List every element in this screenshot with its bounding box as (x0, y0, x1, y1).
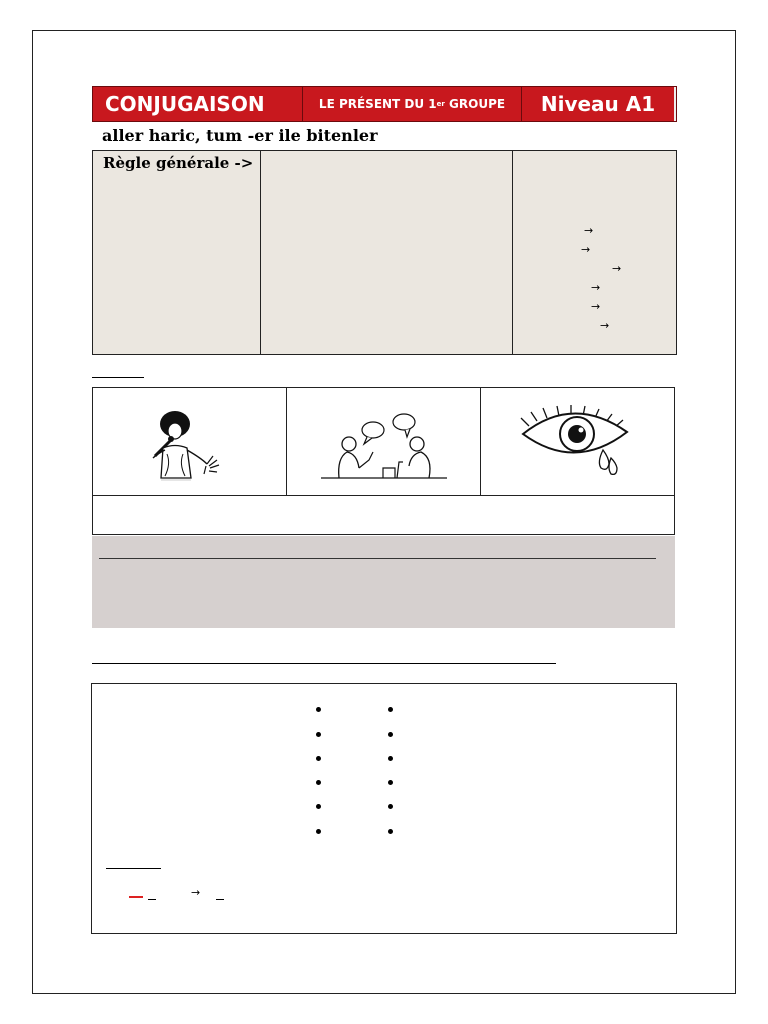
grey-answer-box[interactable] (92, 536, 675, 628)
arrow-icon: → (591, 281, 601, 294)
image-cell (481, 388, 675, 495)
conjugation-box (91, 683, 677, 934)
image-table (92, 387, 675, 535)
banner-level: Niveau A1 (522, 87, 676, 121)
banner-section: CONJUGAISON (93, 87, 303, 121)
arrow-icon: → (600, 319, 610, 332)
blank-line (106, 868, 161, 869)
talking-people-icon (287, 388, 481, 495)
bullet (316, 780, 321, 785)
blank-line (148, 899, 156, 900)
answer-row[interactable] (93, 495, 674, 536)
banner-topic (303, 87, 522, 121)
bullet (388, 780, 393, 785)
title-banner (92, 86, 677, 122)
rule-column-divider (512, 151, 513, 354)
image-cell (93, 388, 287, 495)
bullet (316, 756, 321, 761)
image-cell (287, 388, 481, 495)
arrow-icon: → (191, 886, 201, 899)
subtitle: aller haric, tum -er ile bitenler (102, 126, 378, 145)
arrow-icon: → (612, 262, 622, 275)
bullet (388, 707, 393, 712)
blank-line (92, 377, 144, 378)
arrow-icon: → (581, 243, 591, 256)
blank-line (216, 899, 224, 900)
bullet (388, 732, 393, 737)
bullet (388, 829, 393, 834)
red-dash (129, 896, 143, 898)
rule-label: Règle générale -> (103, 154, 254, 172)
blank-line (92, 663, 556, 664)
arrow-icon: → (584, 224, 594, 237)
arrow-icon: → (591, 300, 601, 313)
banner-topic-sup: er (436, 100, 445, 108)
bullet (388, 756, 393, 761)
banner-topic-text: LE PRÉSENT DU 1 (318, 97, 437, 111)
blank-line (99, 558, 656, 559)
bullet (316, 732, 321, 737)
rule-box (92, 150, 677, 355)
crying-eye-icon (481, 388, 675, 495)
bullet (316, 829, 321, 834)
rule-column-divider (260, 151, 261, 354)
singer-icon (93, 388, 287, 495)
bullet (316, 804, 321, 809)
bullet (316, 707, 321, 712)
banner-topic-end: GROUPE (444, 97, 506, 111)
bullet (388, 804, 393, 809)
